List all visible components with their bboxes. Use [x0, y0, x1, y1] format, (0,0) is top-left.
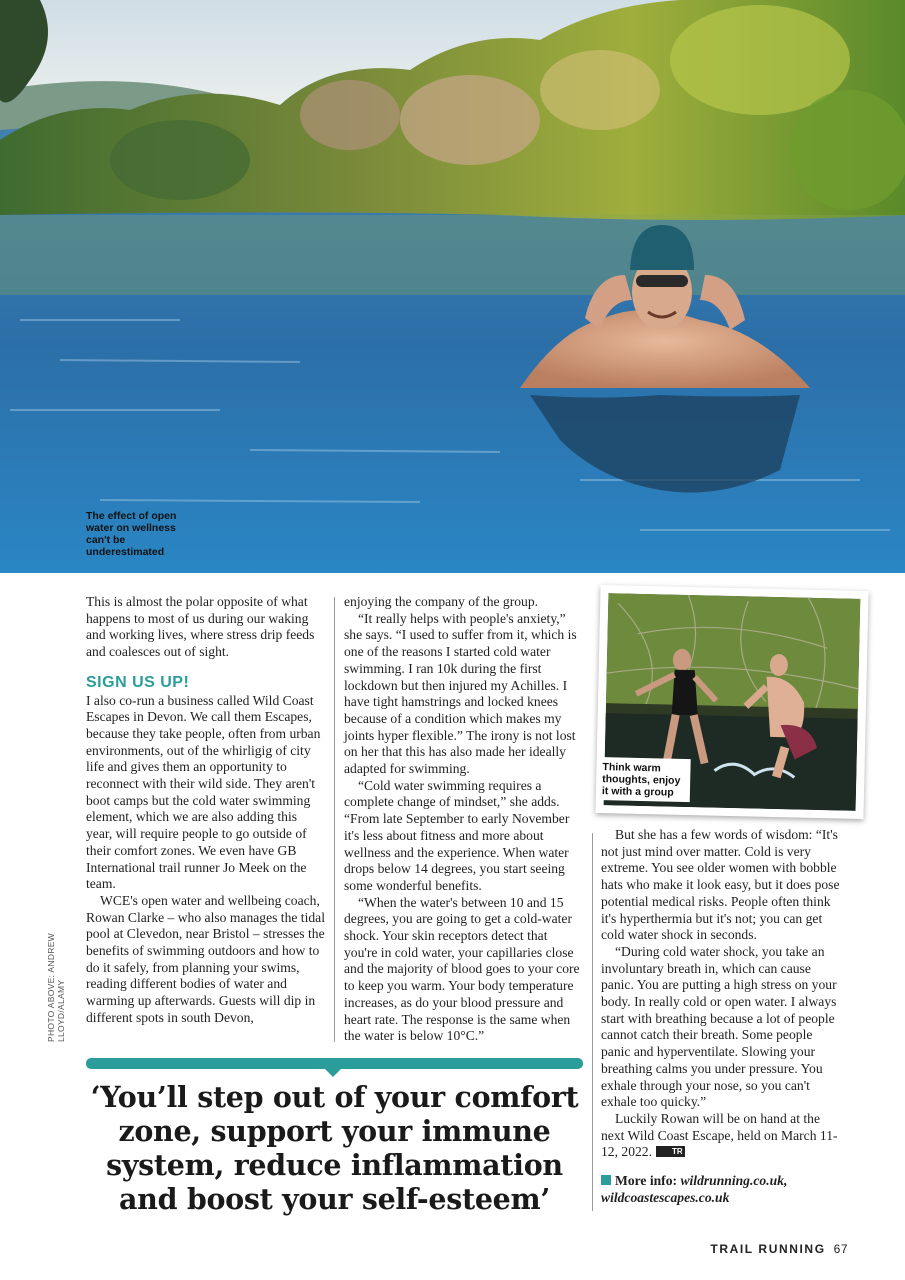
more-info-label: More info:: [615, 1173, 678, 1189]
more-info: [601, 1173, 841, 1206]
paragraph: “During cold water shock, you take an involuntary breath in, which can cause panic. You are putting a high stress on your body. In really cold or open water. I always start with breathing because a lot of people cannot catch their breath. Some people panic and hyperventilate. Slowing your breathing calms you under pressure. You exhale through your nose, so you can't exhale too quicky.”: [601, 943, 837, 1110]
paragraph: [601, 1111, 841, 1161]
inset-caption: Think warm thoughts, enjoy it with a group: [598, 757, 691, 802]
paragraph: “It really helps with people's anxiety,” she says. “I used to suffer from it, which is one of the reasons I started cold water swimming. I ran 10k during the first lockdown but then injured my Achilles. I have tight hamstrings and locked knees because of a condition which makes my joints hyper flexible.” The irony is not lost on her that this has also made her ideally adapted for swimming.: [344, 610, 577, 777]
article-column-2: [344, 594, 584, 1045]
article-column-1: [86, 594, 326, 1027]
end-mark-badge: TR: [656, 1146, 685, 1157]
bullet-square-icon: [601, 1175, 611, 1185]
pullquote-notch-icon: [324, 1068, 342, 1077]
article-column-3: [601, 827, 841, 1206]
column-divider: [334, 597, 335, 1042]
paragraph: This is almost the polar opposite of what happens to most of us during our waking and working lives, where stress drip feeds and coalesces out of sight.: [86, 594, 315, 660]
pullquote: ‘You’ll step out of your comfort zone, support your immune system, reduce inflammation and boost your self-esteem’: [90, 1080, 579, 1216]
paragraph: But she has a few words of wisdom: “It's not just mind over matter. Cold is very extreme. You see older women with bobble hats who make it look easy, but it does pose potential medical risks. People often think it's hyperthermia but it's not; you can get cold water shock in seconds.: [601, 827, 840, 943]
paragraph: I also co-run a business called Wild Coast Escapes in Devon. We call them Escapes, because they take people, often from urban environments, out of the whirligig of city life and gives them an opportunity to reconnect with their wild side. They aren't boot camps but the cold water swimming element, which we are also adding this year, will require people to go outside of their comfort zones. We even have GB International trail runner Jo Meek on the team.: [86, 692, 321, 892]
more-info-links[interactable]: wildrunning.co.uk, wildcoastescapes.co.uk: [601, 1173, 788, 1205]
river-swimmer-illustration: [0, 0, 905, 573]
paragraph: enjoying the company of the group.: [344, 594, 539, 609]
inset-photo: [595, 585, 868, 819]
hero-photo: [0, 0, 905, 573]
column-divider: [592, 833, 593, 1211]
section-subhead: SIGN US UP!: [86, 673, 190, 691]
paragraph-text: Luckily Rowan will be on hand at the next Wild Coast Escape, held on March 11-12, 2022.: [601, 1110, 838, 1160]
page-number: 67: [833, 1242, 848, 1256]
magazine-name: TRAIL RUNNING: [710, 1242, 826, 1256]
paragraph: “When the water's between 10 and 15 degrees, you are going to get a cold-water shock. Your skin receptors detect that you're in cold water, your capillaries close and the majority of blood goes to your core to keep you warm. Your body temperature increases, as do your blood pressure and heart rate. The response is the same when the water is below 10°C.”: [344, 894, 580, 1044]
paragraph: WCE's open water and wellbeing coach, Rowan Clarke – who also manages the tidal pool at Clevedon, near Bristol – stresses the benefits of swimming outdoors and how to do it safely, from planning your swims, reading different bodies of water and warming up afterwards. Guests will dip in different spots in south Devon,: [86, 892, 325, 1025]
hero-caption: The effect of open water on wellness can't be underestimated: [86, 510, 177, 558]
paragraph: “Cold water swimming requires a complete change of mindset,” she adds. “From late September to early November it's less about fitness and more about wellness and the experience. When water drops below 14 degrees, you start seeing some wonderful benefits.: [344, 777, 570, 893]
page-footer: [710, 1242, 848, 1256]
photo-credit: PHOTO ABOVE: ANDREW LLOYD/ALAMY: [46, 933, 66, 1042]
